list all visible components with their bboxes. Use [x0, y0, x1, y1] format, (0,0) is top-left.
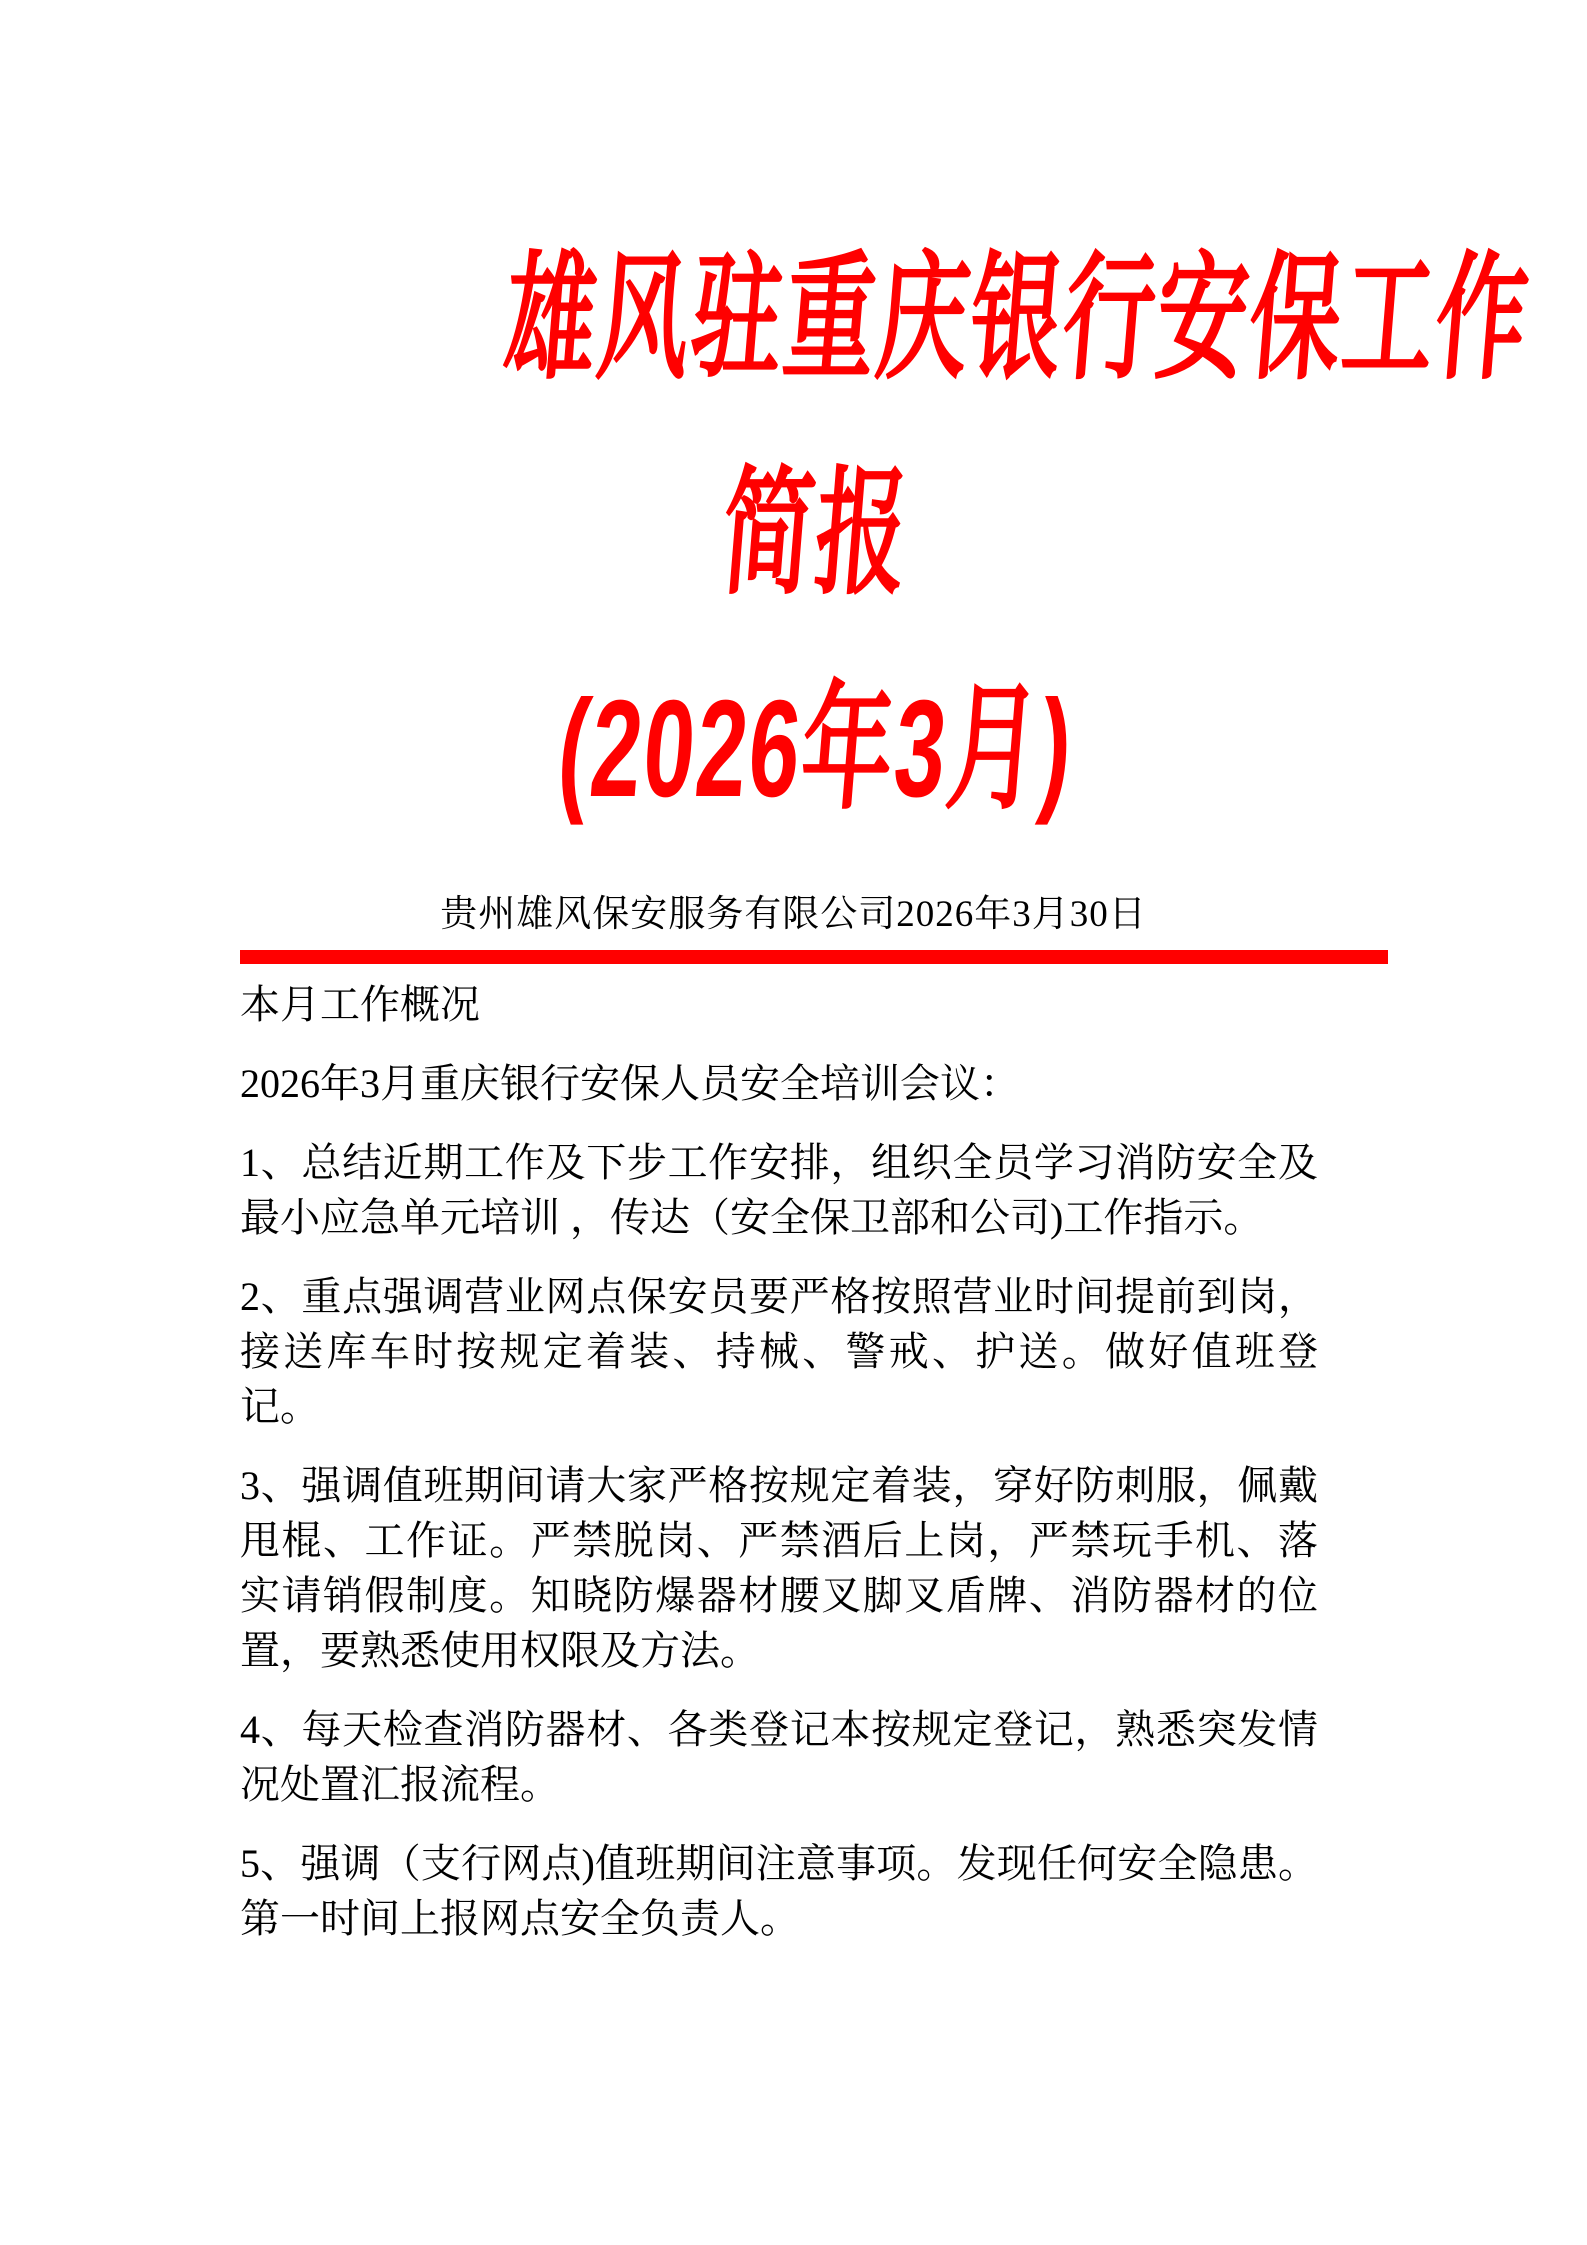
body-paragraph-2: 2、重点强调营业网点保安员要严格按照营业时间提前到岗，接送库车时按规定着装、持械、警戒、护送。做好值班登记。 [240, 1274, 1318, 1429]
red-divider [240, 950, 1388, 964]
title-line-1: 雄风驻重庆银行安保工作 [499, 242, 1536, 396]
section-heading: 本月工作概况 [240, 982, 480, 1027]
document-title [240, 212, 1536, 857]
title-line-2: 简报 [716, 457, 916, 611]
intro-paragraph: 2026年3月重庆银行安保人员安全培训会议： [240, 1061, 1020, 1106]
body-paragraph-1: 1、总结近期工作及下步工作安排，组织全员学习消防安全及最小应急单元培训 ，传达（安全保卫部和公司)工作指示。 [240, 1140, 1318, 1240]
title-row-3 [240, 642, 1388, 857]
byline: 贵州雄风保安服务有限公司2026年3月30日 [440, 894, 1147, 935]
body-paragraph-3: 3、强调值班期间请大家严格按规定着装，穿好防刺服，佩戴甩棍、工作证。严禁脱岗、严禁酒后上岗，严禁玩手机、落实请销假制度。知晓防爆器材腰叉脚叉盾牌、消防器材的位置，要熟悉使用权限及方法。 [240, 1463, 1318, 1673]
body-paragraph-5: 5、强调（支行网点)值班期间注意事项。发现任何安全隐患。第一时间上报网点安全负责人。 [240, 1841, 1318, 1941]
title-line-3: (2026年3月) [552, 672, 1079, 826]
title-row-1 [240, 212, 1536, 427]
title-row-2 [240, 427, 1388, 642]
body-paragraph-4: 4、每天检查消防器材、各类登记本按规定登记，熟悉突发情况处置汇报流程。 [240, 1707, 1318, 1807]
report-body [240, 977, 1318, 1946]
